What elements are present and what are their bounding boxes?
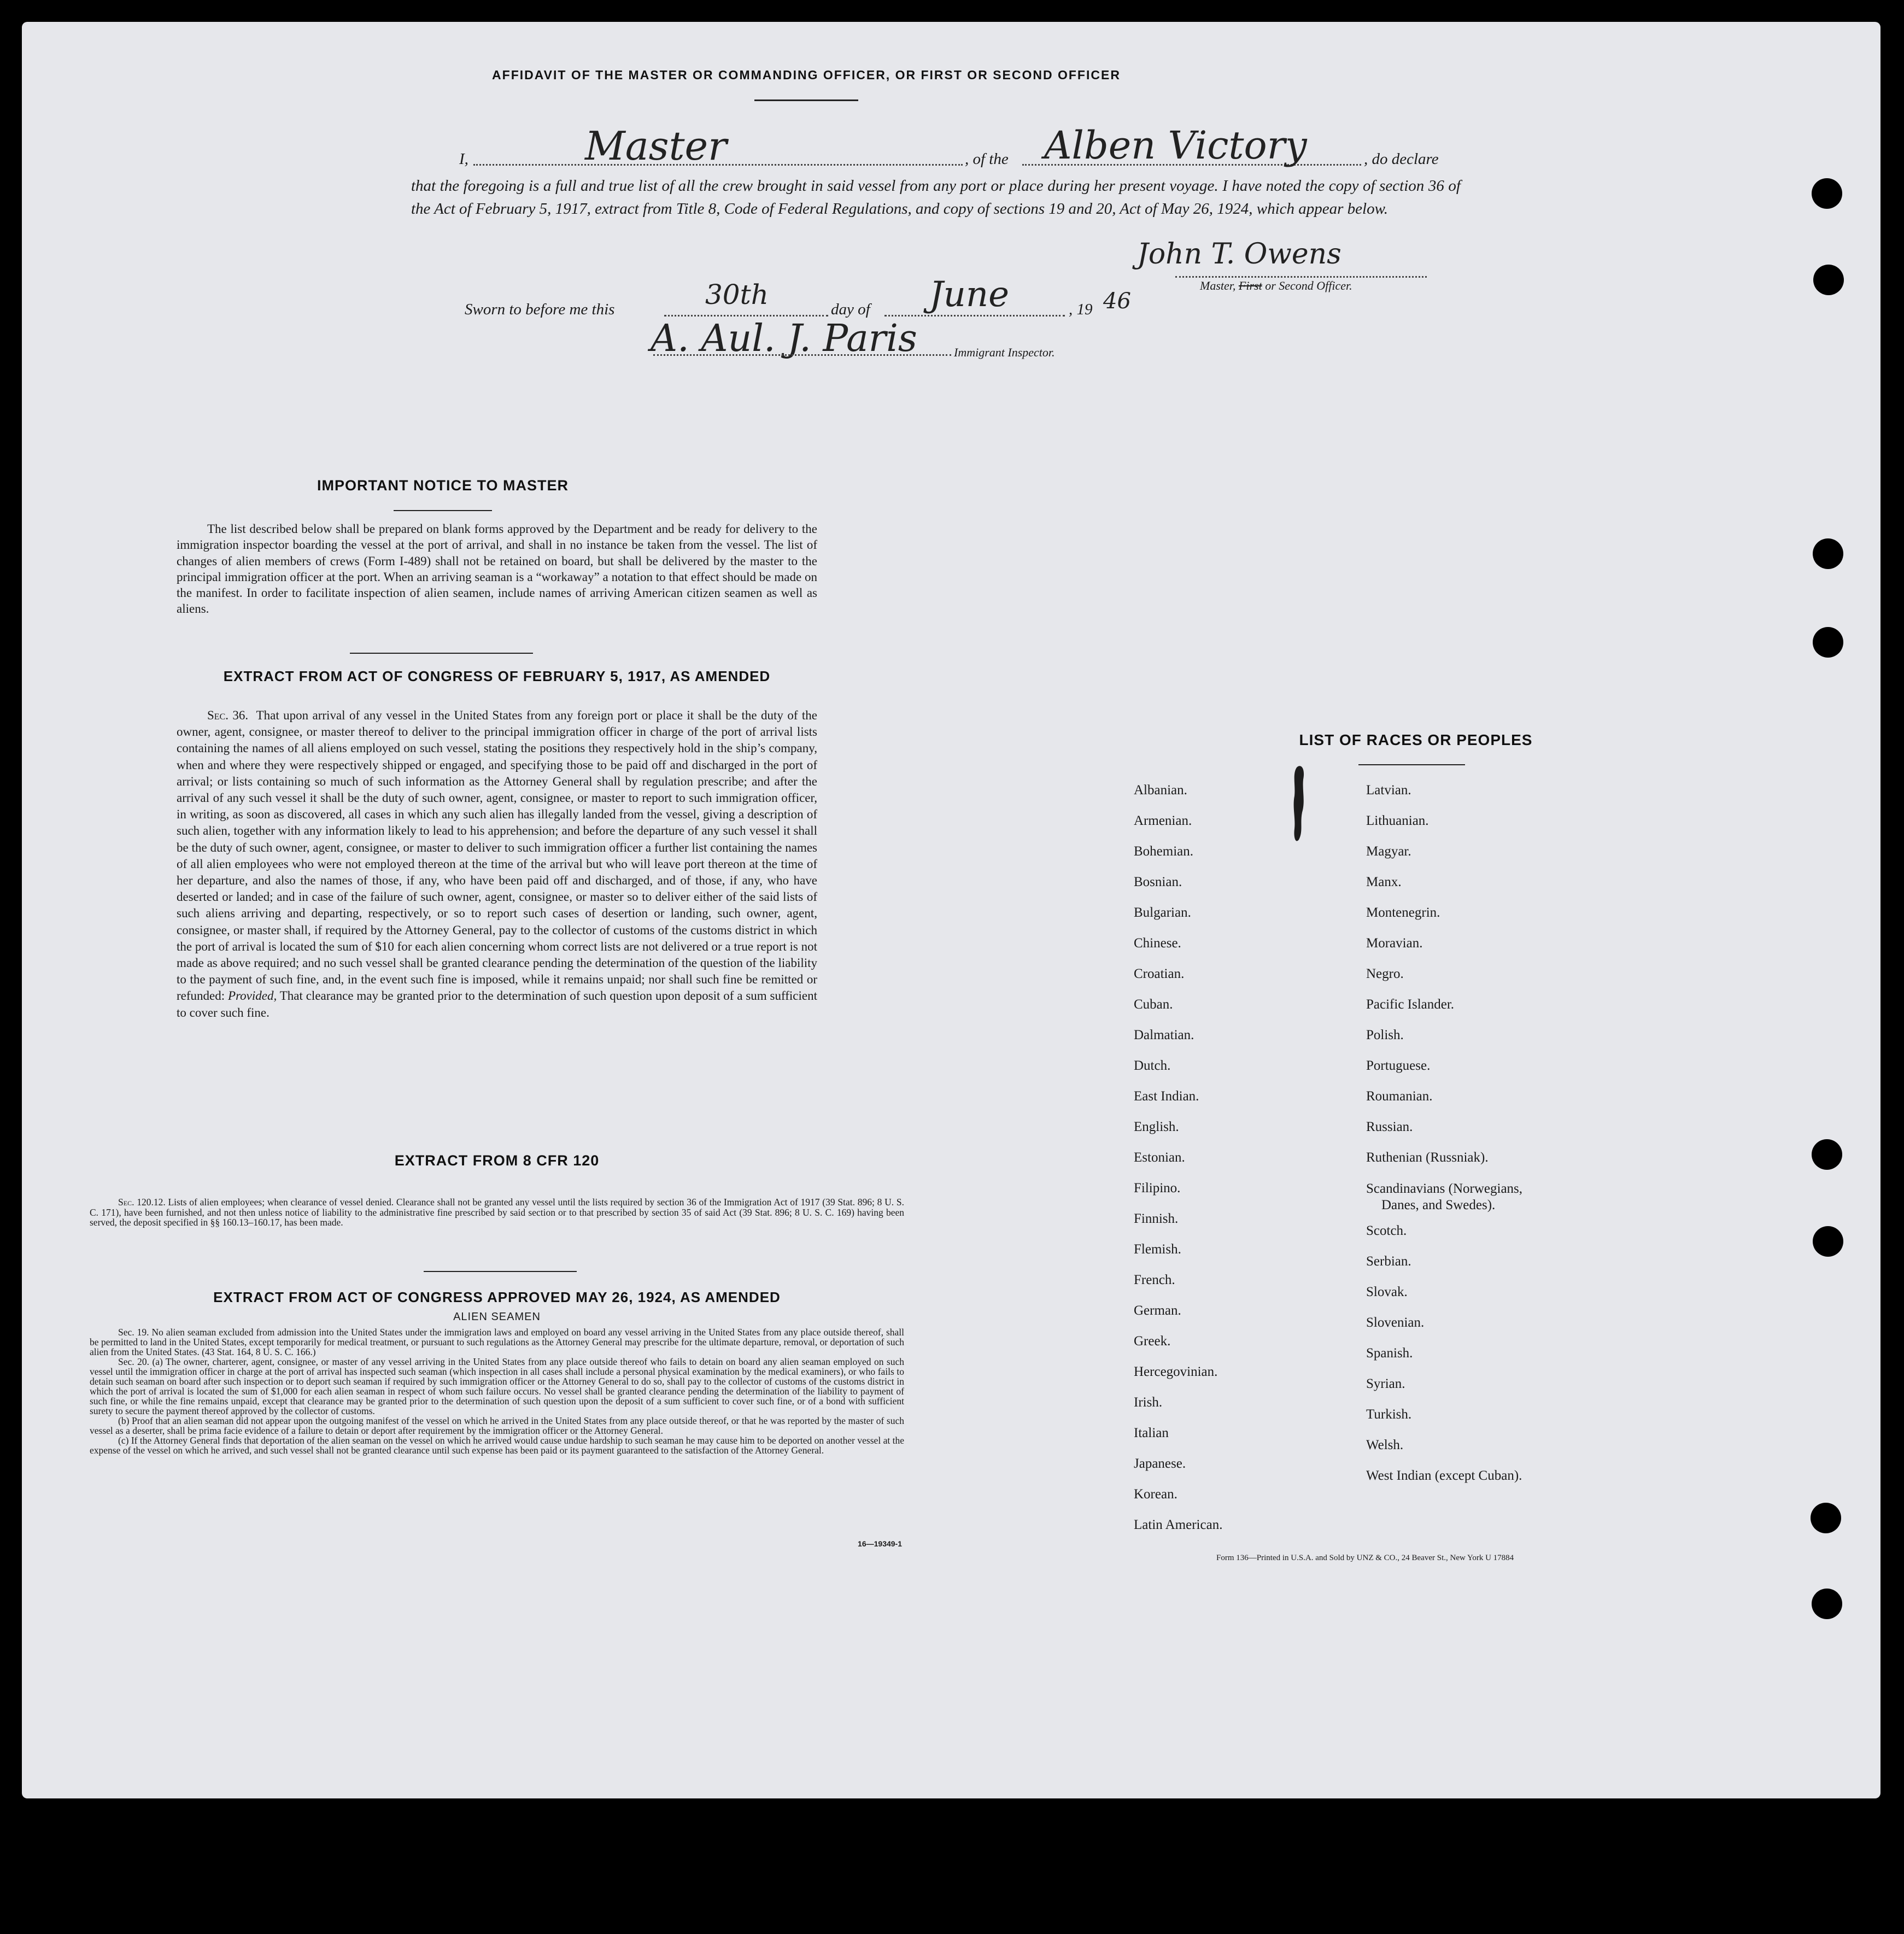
sec-19-text: Sec. 19. No alien seaman excluded from admission into the United States under the immigration laws and employed on board any vessel arriving in the United States from any place outside thereof, shall be permitted to land in the United States, except temporarily for medical treatment, or pursuant to such regulations as the Attorney General may prescribe for the ultimate departure, removal, or deportation of such alien from the United States. (43 Stat. 164, 8 U. S. C. 166.) [90, 1327, 904, 1357]
sec-36-text: That upon arrival of any vessel in the United States from any foreign port or place it shall be the duty of the owner, agent, consignee, or master thereof to deliver to the principal immigration officer in charge of the port of arrival lists containing the names of all aliens employed on such vessel, stating the positions they respectively hold in the ship’s company, when and where they were respectively shipped or engaged, and specifying those to be paid off and discharged in the port of arrival; or lists containing so much of such information as the Attorney General shall by regulation prescribe; and after the arrival of any such vessel it shall be the duty of such owner, agent, consignee, or master to report to such immigration officer, in writing, as soon as discovered, all cases in which any such alien has illegally landed from the vessel, giving a description of such alien, together with any information likely to lead to his apprehension; and before the departure of any such vessel it shall be the duty of such owner, agent, consignee, or master to deliver to such immigration officer a further list containing the names of all alien employees who were not employed thereon at the time of the arrival but who will leave port thereon at the time of her departure, and also the names of those, if any, who have been paid off and discharged, and of those, if any, who have deserted or landed; and in case of the failure of such owner, agent, consignee, or master so to deliver either of the said lists of such aliens arriving and departing, respectively, or so to report such cases of desertion or landing, such owner, agent, consignee, or master shall, if required by the Attorney General, pay to the collector of customs of the customs district in which the port of arrival is located the sum of $10 for each alien concerning whom correct lists are not delivered or a true report is not made as above required; and no such vessel shall be granted clearance pending the determination of the question of the liability to the payment of such fine, and, in the event such fine is imposed, while it remains unpaid; nor shall such fine be remitted or refunded: [177, 708, 817, 1003]
cfr-body [90, 1197, 904, 1228]
month-handwritten: June [929, 274, 1009, 315]
print-code: 16—19349-1 [858, 1539, 902, 1548]
race-right-a-1: Lithuanian. [1366, 813, 1429, 828]
master-label-master: Master, [1200, 279, 1236, 292]
master-label [1200, 279, 1352, 293]
race-right-a-3: Manx. [1366, 875, 1402, 889]
race-left-10: East Indian. [1134, 1089, 1199, 1104]
binder-hole-7 [1811, 1503, 1841, 1533]
master-label-first: First [1238, 279, 1262, 292]
race-right-a-5: Moravian. [1366, 936, 1423, 951]
sworn-prefix: Sworn to before me this [465, 301, 615, 318]
race-left-14: Finnish. [1134, 1211, 1179, 1226]
day-handwritten: 30th [705, 279, 769, 310]
cfr-sec-text: Lists of alien employees; when clearance of vessel denied. Clearance shall not be granted any vessel until the lists required by section 36 of the Immigration Act of 1917 (39 Stat. 896; 8 U. S. C. 171), have been furnished, and not then unless notice of liability to the administrative fine prescribed by said section or to that prescribed by section 35 of said Act (39 Stat. 896; 8 U. S. C. 169) having been served, the deposit specified in §§ 160.13–160.17, has been made. [90, 1197, 905, 1228]
race-right-a-12: Ruthenian (Russniak). [1366, 1150, 1489, 1165]
race-left-22: Japanese. [1134, 1456, 1186, 1471]
race-right-a-7: Pacific Islander. [1366, 997, 1455, 1012]
inspector-signature: A. Aul. J. Paris [651, 317, 917, 360]
race-right-b-5: Syrian. [1366, 1376, 1405, 1391]
race-left-7: Cuban. [1134, 997, 1173, 1012]
race-left-23: Korean. [1134, 1487, 1177, 1502]
master-sign-line [1175, 276, 1427, 278]
race-left-9: Dutch. [1134, 1058, 1171, 1073]
race-right-a-8: Polish. [1366, 1028, 1404, 1042]
extract-1917-title: EXTRACT FROM ACT OF CONGRESS OF FEBRUARY 5, 1917, AS AMENDED [223, 668, 771, 684]
race-right-b-8: West Indian (except Cuban). [1366, 1468, 1522, 1483]
binder-hole-1 [1812, 178, 1842, 209]
master-handwritten: Master [585, 123, 727, 169]
affidavit-line1 [459, 123, 1460, 172]
race-left-4: Bulgarian. [1134, 905, 1191, 920]
race-right-b-0: Scotch. [1366, 1223, 1407, 1238]
race-left-19: Hercegovinian. [1134, 1364, 1218, 1379]
master-signature: John T. Owens [1137, 238, 1341, 271]
race-right-a-0: Latvian. [1366, 783, 1411, 798]
race-left-1: Armenian. [1134, 813, 1192, 828]
master-label-second: or Second Officer. [1265, 279, 1352, 292]
form-footer: Form 136—Printed in U.S.A. and Sold by UNZ & CO., 24 Beaver St., New York U 17884 [1216, 1554, 1514, 1562]
sec-20b-text: (b) Proof that an alien seaman did not appear upon the outgoing manifest of the vessel on which he arrived in the United States from any place outside thereof, or that he was reported by the master of such vessel as a deserter, shall be prima facie evidence of a failure to detain or deport after requirement by the immigration officer or the Attorney General. [90, 1415, 904, 1436]
extract-1917-body [177, 707, 817, 1021]
race-left-2: Bohemian. [1134, 844, 1194, 859]
extract-1924-title: EXTRACT FROM ACT OF CONGRESS APPROVED MAY 26, 1924, AS AMENDED [213, 1289, 781, 1305]
race-right-b-2: Slovak. [1366, 1285, 1408, 1299]
title-rule [754, 99, 858, 101]
race-left-15: Flemish. [1134, 1242, 1181, 1257]
of-the-label: , of the [965, 150, 1009, 168]
race-right-b-4: Spanish. [1366, 1346, 1413, 1361]
proviso-word: Provided, [228, 989, 277, 1003]
binder-hole-5 [1812, 1139, 1842, 1170]
race-left-0: Albanian. [1134, 783, 1187, 798]
race-left-6: Croatian. [1134, 966, 1185, 981]
month-fill-line [884, 315, 1065, 317]
document-page [22, 22, 1880, 1798]
race-left-8: Dalmatian. [1134, 1028, 1194, 1042]
section-divider-1 [350, 653, 533, 654]
sec-36-label: Sec. 36. [207, 708, 249, 722]
affidavit-title: AFFIDAVIT OF THE MASTER OR COMMANDING OFFICER, OR FIRST OR SECOND OFFICER [492, 68, 1121, 82]
race-right-a-9: Portuguese. [1366, 1058, 1431, 1073]
race-left-24: Latin American. [1134, 1517, 1223, 1532]
notice-title: IMPORTANT NOTICE TO MASTER [317, 477, 569, 494]
race-right-a-6: Negro. [1366, 966, 1404, 981]
binder-hole-8 [1812, 1589, 1842, 1619]
day-fill-line [664, 315, 828, 317]
races-rule [1358, 764, 1465, 765]
vessel-handwritten: Alben Victory [1044, 123, 1307, 168]
i-label: I, [459, 150, 468, 168]
races-right-list-a [1366, 783, 1650, 1181]
races-right-list-b [1366, 1223, 1650, 1499]
inspector-sign-line [653, 354, 951, 356]
races-title: LIST OF RACES OR PEOPLES [1299, 731, 1533, 748]
cfr-sec-label: Sec. 120.12. [118, 1197, 166, 1208]
race-right-b-6: Turkish. [1366, 1407, 1412, 1422]
sec-20a-text: Sec. 20. (a) The owner, charterer, agent, consignee, or master of any vessel arriving in the United States from any place outside thereof who fails to detain on board any alien seaman employed on such vessel until the immigration officer in charge at the port of arrival has inspected such seaman (which inspection in all cases shall include a personal physical examination by the medical examiners), or who fails to detain such seaman on board after such inspection or to deport such seaman if required by such immigration officer or the Attorney General to do so, shall pay to the collector of customs of the customs district in which the port of arrival is located the sum of $1,000 for each alien seaman in respect of whom such failure occurs. No vessel shall be granted clearance pending the determination of the liability to payment of such fine, or while the fine remains unpaid, except that clearance may be granted prior to the determination of such question upon the deposit of a sum sufficient to cover such fine, or of a bond with sufficient surety to secure the payment thereof approved by the collector of customs. [90, 1356, 904, 1416]
ink-blot [1289, 763, 1309, 845]
race-left-18: Greek. [1134, 1334, 1171, 1349]
race-left-13: Filipino. [1134, 1181, 1181, 1195]
do-declare-label: , do declare [1364, 150, 1439, 168]
sec-20c-text: (c) If the Attorney General finds that deportation of the alien seaman on the vessel on which he arrived would cause undue hardship to such seaman he may cause him to be deported on another vessel at the expense of the vessel on which he arrived, and such vessel shall not be granted clearance until such expense has been paid or its payment guaranteed to the satisfaction of the Attorney General. [90, 1435, 904, 1456]
binder-hole-2 [1813, 265, 1844, 295]
cfr-title: EXTRACT FROM 8 CFR 120 [394, 1152, 600, 1169]
race-scandinavians-line-2: Danes, and Swedes). [1381, 1198, 1496, 1212]
inspector-label: Immigrant Inspector. [954, 345, 1055, 359]
race-left-21: Italian [1134, 1426, 1169, 1440]
race-left-16: French. [1134, 1273, 1175, 1287]
section-divider-2 [424, 1271, 577, 1272]
day-of-label: day of [831, 301, 870, 318]
alien-seamen-subtitle: ALIEN SEAMEN [453, 1311, 541, 1323]
race-left-20: Irish. [1134, 1395, 1163, 1410]
extract-1924-body [90, 1327, 904, 1455]
race-left-17: German. [1134, 1303, 1181, 1318]
race-right-a-2: Magyar. [1366, 844, 1411, 859]
race-right-a-4: Montenegrin. [1366, 905, 1440, 920]
year-handwritten: 46 [1103, 289, 1131, 314]
proviso-text: That clearance may be granted prior to the determination of such question upon deposit of a sum sufficient to cover such fine. [177, 989, 817, 1019]
year-prefix: , 19 [1069, 301, 1093, 318]
notice-body: The list described below shall be prepared on blank forms approved by the Department and be ready for delivery to the immigration inspector boarding the vessel at the port of arrival, and shall in no instance be taken from the vessel. The list of changes of alien members of crews (Form I-489) shall not be retained on board, but shall be delivered by the master to the principal immigration officer at the port. When an arriving seaman is a “workaway” a notation to that effect should be made on the manifest. In order to facilitate inspection of alien seamen, include names of arriving American citizen seamen as well as aliens. [177, 522, 817, 616]
race-left-12: Estonian. [1134, 1150, 1185, 1165]
races-left-column [1134, 783, 1352, 1548]
race-scandinavians-line-1: Scandinavians (Norwegians, [1366, 1181, 1523, 1196]
race-right-b-3: Slovenian. [1366, 1315, 1425, 1330]
race-right-b-7: Welsh. [1366, 1438, 1404, 1452]
races-right-column [1366, 783, 1650, 1499]
race-left-3: Bosnian. [1134, 875, 1182, 889]
affidavit-body: that the foregoing is a full and true list of all the crew brought in said vessel from any port or place during her present voyage. I have noted the copy of section 36 of the Act of February 5, 1917, extract from Title 8, Code of Federal Regulations, and copy of sections 19 and 20, Act of May 26, 1924, which appear below. [411, 177, 1461, 218]
race-left-11: English. [1134, 1120, 1179, 1134]
binder-hole-4 [1813, 627, 1843, 658]
notice-rule [394, 510, 492, 511]
binder-hole-3 [1813, 538, 1843, 569]
race-right-a-11: Russian. [1366, 1120, 1413, 1134]
race-right-a-10: Roumanian. [1366, 1089, 1433, 1104]
race-left-5: Chinese. [1134, 936, 1181, 951]
binder-hole-6 [1813, 1226, 1843, 1257]
race-right-b-1: Serbian. [1366, 1254, 1411, 1269]
